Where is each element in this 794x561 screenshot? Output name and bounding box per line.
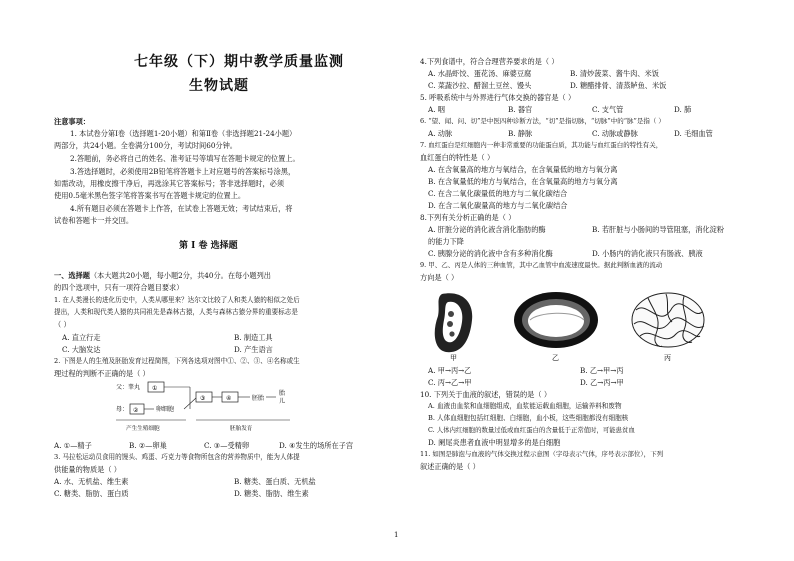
q1-option-a: A. 直立行走 <box>62 333 101 342</box>
q8-option-a: A. 肝脏分泌的消化液含消化脂肪的酶 <box>428 225 546 234</box>
diagram-baby-1: 胎 <box>279 390 286 397</box>
q10-option-a: A. 血液由血浆和血细胞组成，血浆能运载血细胞，运输养料和废物 <box>428 402 622 410</box>
q8-option-d: D. 小肠内的消化液只有肠液、胰液 <box>592 249 703 258</box>
q6-option-b: B. 静脉 <box>508 129 533 138</box>
note-line: 试卷和答题卡一并交回。 <box>54 216 134 225</box>
q6-stem: 6. “望、闻、问、切”是中医四种诊断方法，“切”是指切脉，“切脉”中的“脉”是指（ ） <box>420 117 665 125</box>
vessel-jia-image <box>435 293 472 352</box>
q2-option-a: A. ①—精子 <box>54 441 92 450</box>
q9-option-a: A. 甲→丙→乙 <box>428 366 472 375</box>
note-line: 两部分，共24小题。全卷满分100分，考试时间60分钟。 <box>54 141 237 150</box>
q3-option-c: C. 糖类、脂肪、蛋白质 <box>54 489 129 498</box>
q5-option-a: A. 咽 <box>428 105 445 114</box>
q5-stem: 5. 呼吸系统中与外界进行气体交换的器官是（ ） <box>420 93 576 102</box>
q1-option-c: C. 大脑发达 <box>62 345 101 354</box>
q2-options-row <box>54 441 384 450</box>
q4-option-d: D. 糖醋排骨、清蒸鲈鱼、米饭 <box>570 81 667 90</box>
q6-option-a: A. 动脉 <box>428 129 453 138</box>
blood-vessel-figure <box>434 290 724 362</box>
diagram-egg: 卵细胞 <box>156 406 175 413</box>
q11-stem: 叙述正确的是（ ） <box>420 462 480 471</box>
note-line: 4.所有题目必须在答题卡上作答，在试卷上答题无效；考试结束后，将 <box>70 204 293 213</box>
q5-option-d: D. 肺 <box>674 105 692 114</box>
q11-stem: 11. 如图是肺泡与血液的气体交换过程示意图（字母表示气体，序号表示部位），下列 <box>420 450 664 458</box>
q1-stem: （ ） <box>54 320 71 329</box>
q3-option-b: B. 糖类、蛋白质、无机盐 <box>234 477 316 486</box>
vessel-label-bing: 丙 <box>664 354 671 362</box>
q9-stem: 9. 甲、乙、丙是人体的三种血管，其中乙血管中血流速度最快。据此判断血液的流动 <box>420 261 663 269</box>
page-title: 七年级（下）期中教学质量监测 <box>134 54 344 70</box>
diagram-n4: ④ <box>226 395 232 402</box>
vessel-label-yi: 乙 <box>552 354 559 362</box>
q2-option-b: B. ②—卵巢 <box>129 441 167 450</box>
note-line: 使用0.5毫米黑色签字笔将答案书写在答题卡规定的位置上。 <box>54 191 246 200</box>
q4-stem: 4.下列食谱中，符合合理营养要求的是（ ） <box>420 57 559 66</box>
q2-stem: 理过程的判断不正确的是（ ） <box>54 369 150 378</box>
diagram-n2: ② <box>133 407 139 414</box>
q7-option-d: D. 在含二氧化碳量高的地方与二氧化碳结合 <box>428 201 568 210</box>
diagram-father: 父：睾丸 <box>116 384 141 391</box>
diagram-n3: ③ <box>200 395 206 402</box>
q8-stem: 8.下列有关分析正确的是（ ） <box>420 213 516 222</box>
notes-heading: 注意事项： <box>54 117 90 126</box>
q1-stem: 1. 在人类漫长的进化历史中，人类从哪里来？达尔文比较了人和类人猿的相似之处后 <box>54 296 300 304</box>
q8-option-b: B. 若肝脏与小肠间的导管阻塞，消化淀粉 <box>592 225 725 234</box>
q7-stem: 7. 血红蛋白是红细胞内一种非常重要的功能蛋白质，其功能与血红蛋白的特性有关， <box>420 141 663 149</box>
reproduction-diagram <box>112 378 312 440</box>
vessel-bing-image <box>632 293 704 347</box>
q9-option-c: C. 丙→乙→甲 <box>428 378 472 387</box>
diagram-embryo: 胚胎 <box>252 395 265 402</box>
diagram-label-left: 产生生殖细胞 <box>126 426 160 432</box>
q1-option-d: D. 产生语言 <box>234 345 273 354</box>
q9-option-d: D. 乙→丙→甲 <box>580 378 624 387</box>
part1-heading <box>54 271 271 280</box>
q3-stem: 供能量的物质是（ ） <box>54 465 121 474</box>
q9-option-b: B. 乙→甲→丙 <box>580 366 624 375</box>
q10-option-d: D. 阑尾炎患者血液中明显增多的是白细胞 <box>428 438 561 447</box>
diagram-mother: 母： <box>116 406 129 413</box>
diagram-baby-2: 儿 <box>279 398 286 405</box>
page-number: 1 <box>394 531 399 539</box>
note-line: 2.答题前，务必将自己的姓名、准考证号等填写在答题卡规定的位置上。 <box>70 154 300 163</box>
q3-option-a: A. 水、无机盐、维生素 <box>54 477 129 486</box>
q7-option-a: A. 在含氧量高的地方与氧结合，在含氧量低的地方与氧分离 <box>428 165 618 174</box>
diagram-label-right: 胚胎发育 <box>230 426 253 432</box>
q7-stem: 血红蛋白的特性是（ ） <box>420 153 495 162</box>
q4-option-c: C. 菜蔬沙拉、醋溜土豆丝、馒头 <box>428 81 532 90</box>
q10-stem: 10. 下列关于血液的叙述，错误的是（ ） <box>420 390 552 399</box>
q7-option-c: C. 在含二氧化碳量低的地方与二氧化碳结合 <box>428 189 568 198</box>
vessel-label-jia: 甲 <box>450 354 457 362</box>
q9-stem: 方向是（ ） <box>420 273 459 282</box>
q2-option-d: D. ④发生的场所在子宫 <box>279 441 354 450</box>
q6-option-d: D. 毛细血管 <box>674 129 713 138</box>
vessel-yi-image <box>514 292 598 348</box>
page-subtitle: 生物试题 <box>189 78 249 94</box>
q3-stem: 3. 马拉松运动员食用的馒头、鸡蛋、巧克力等食物所包含的营养物质中，能为人体提 <box>54 453 300 461</box>
note-line: 1. 本试卷分第Ⅰ卷（选择题1-20小题）和第Ⅱ卷（非选择题21-24小题） <box>70 129 297 138</box>
q10-option-b: B. 人体血细胞包括红细胞、白细胞，血小板，这些细胞都没有细胞核 <box>428 414 629 422</box>
q8-option-b-cont: 的能力下降 <box>428 237 464 246</box>
q2-option-c: C. ③—受精卵 <box>204 441 250 450</box>
note-line: 3.答选择题时，必须使用2B铅笔将答题卡上对应题号的答案标号涂黑， <box>70 167 296 176</box>
q5-option-b: B. 器官 <box>508 105 533 114</box>
q7-option-b: B. 在含氧量低的地方与氧结合，在含氧量高的地方与氧分离 <box>428 177 618 186</box>
q5-option-c: C. 支气管 <box>592 105 624 114</box>
section-title: 第 Ⅰ 卷 选择题 <box>179 241 238 251</box>
q3-option-d: D. 糖类、脂肪、维生素 <box>234 489 309 498</box>
q1-stem: 提出，人类和现代类人猿的共同祖先是森林古猿，人类与森林古猿分界的重要标志是 <box>54 308 298 316</box>
q4-option-b: B. 清炒菠菜、酱牛肉、米饭 <box>570 69 659 78</box>
part1-heading-text: （本大题共20小题，每小题2分，共40分。在每小题列出 <box>89 271 271 280</box>
q10-option-c: C. 人体内红细胞的数量过低或血红蛋白的含量低于正常值时，可能患贫血 <box>428 426 635 434</box>
q8-option-c: C. 胰腺分泌的消化液中含有多种消化酶 <box>428 249 553 258</box>
q4-option-a: A. 水晶虾饺、蛋花汤、麻婆豆腐 <box>428 69 532 78</box>
note-line: 如需改动，用橡皮擦干净后，再选涂其它答案标号；答非选择题时，必须 <box>54 179 285 188</box>
part1-heading-bold: 一、选择题 <box>54 271 90 280</box>
part1-heading-line2: 的四个选项中，只有一项符合题目要求） <box>54 283 184 292</box>
diagram-n1: ① <box>152 385 158 392</box>
q2-stem: 2. 下图是人的生殖及胚胎发育过程简图，下列各选项对图中①、②、③、④名称或生 <box>54 357 300 365</box>
q1-option-b: B. 制造工具 <box>234 333 273 342</box>
q2-options <box>54 441 384 450</box>
q6-option-c: C. 动脉或静脉 <box>592 129 638 138</box>
